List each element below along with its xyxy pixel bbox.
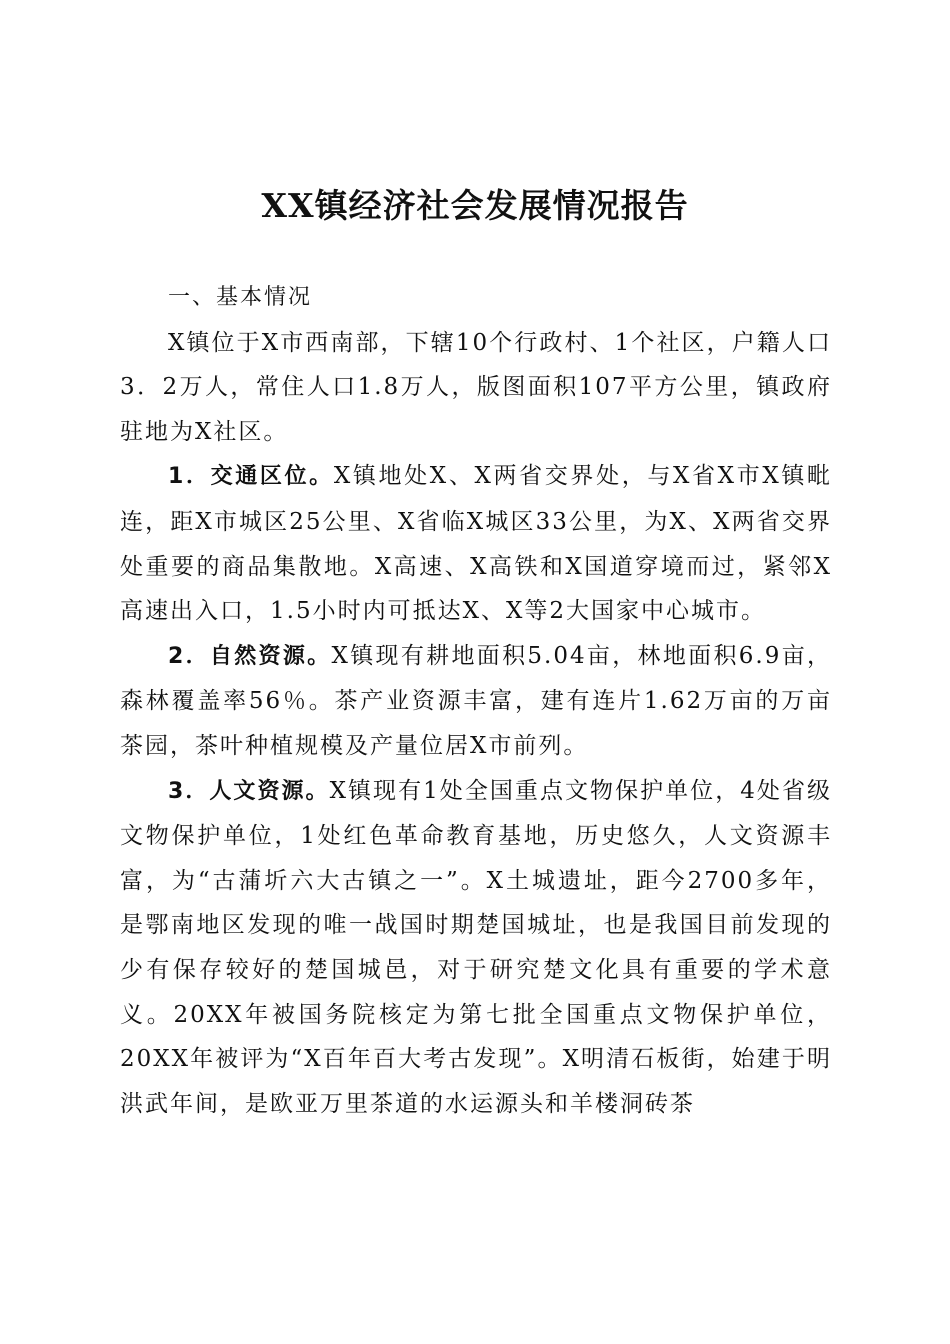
document-body: [120, 276, 832, 1126]
paragraph-text: X镇现有耕地面积5.04亩，林地面积6.9亩，森林覆盖率56％。茶产业资源丰富，建有连片1.62万亩的万亩茶园，茶叶种植规模及产量位居X市前列。: [120, 642, 833, 759]
paragraph-text: X镇现有1处全国重点文物保护单位，4处省级文物保护单位，1处红色革命教育基地，历史悠久，人文资源丰富，为“古蒲圻六大古镇之一”。X土城遗址，距今2700多年，是鄂南地区发现的唯一战国时期楚国城址，也是我国目前发现的少有保存较好的楚国城邑，对于研究楚文化具有重要的学术意义。20XX年被国务院核定为第七批全国重点文物保护单位，20XX年被评为“X百年百大考古发现”。X明清石板街，始建于明洪武年间，是欧亚万里茶道的水运源头和羊楼洞砖茶: [120, 777, 833, 1117]
intro-paragraph: X镇位于X市西南部，下辖10个行政村、1个社区，户籍人口3．2万人，常住人口1.8万人，版图面积107平方公里，镇政府驻地为X社区。: [120, 329, 832, 445]
paragraph-lead: 1．交通区位。: [168, 464, 334, 490]
paragraph-lead: 2．自然资源。: [168, 643, 332, 669]
paragraph-text: X镇地处X、X两省交界处，与X省X市X镇毗连，距X市城区25公里、X省临X城区33公里，为X、X两省交界处重要的商品集散地。X高速、X高铁和X国道穿境而过，紧邻X高速出入口，1.5小时内可抵达X、X等2大国家中心城市。: [120, 463, 833, 625]
paragraph-transport: [120, 454, 832, 633]
section-heading: 一、基本情况: [168, 285, 313, 310]
paragraph-lead: 3．人文资源。: [168, 778, 330, 804]
document-title: XX镇经济社会发展情况报告: [261, 186, 689, 225]
paragraph-cultural-resources: [120, 769, 832, 1127]
paragraph-natural-resources: [120, 634, 832, 769]
